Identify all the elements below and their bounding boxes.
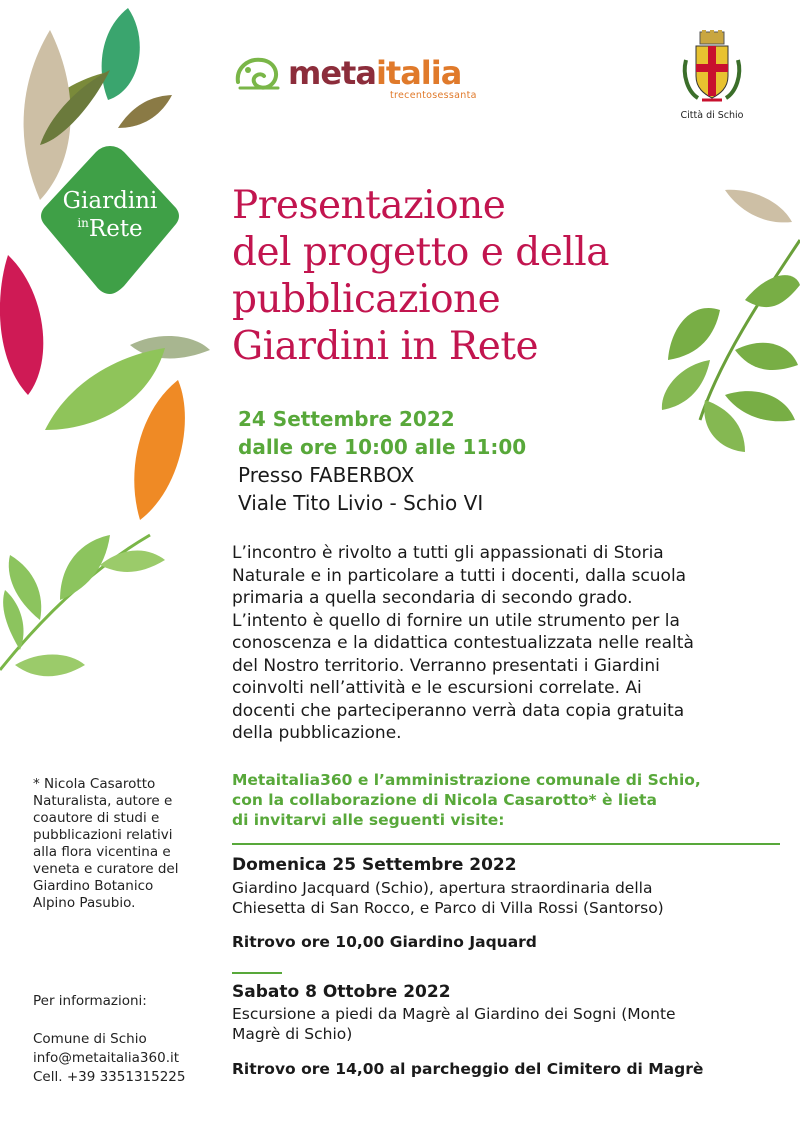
brand-name-part1: meta: [288, 54, 376, 92]
leaf-branch-left: [0, 535, 165, 676]
intro-paragraph: L’incontro è rivolto a tutti gli appassionati di Storia Naturale e in particolare a tutti i docenti, dalla scuola primaria a quella secondaria di secondo grado. L’intento è quello di fornire un utile strumento per la conoscenza e la didattica contestualizzata nelle realtà del Nostro territorio. Verranno presentati i Giardini coinvolti nell’attività e le escursioni correlate. Ai docenti che parteciperanno verrà data copia gratuita della pubblicazione.: [232, 543, 694, 743]
visit-title: Sabato 8 Ottobre 2022: [232, 982, 451, 1002]
leaf-brown-top: [118, 95, 172, 128]
badge-line2: [36, 216, 184, 242]
page-title: [232, 182, 752, 370]
title-line: del progetto e della: [232, 230, 609, 275]
visit-block-1: [232, 855, 780, 951]
city-name-label: Città di Schio: [680, 110, 744, 121]
visit-meeting: Ritrovo ore 10,00 Giardino Jaquard: [232, 933, 537, 951]
visit-title: Domenica 25 Settembre 2022: [232, 855, 517, 875]
coat-of-arms-icon: [680, 30, 744, 108]
metaitalia-logo: [232, 50, 494, 102]
divider-short: [232, 972, 282, 974]
leaf-lightgreen-left: [45, 348, 165, 430]
brand-name-part2: italia: [375, 54, 462, 92]
contact-org: Comune di Schio: [33, 1031, 147, 1047]
visit-block-2: [232, 982, 780, 1078]
leaf-orange: [134, 380, 185, 520]
city-crest: [680, 30, 744, 125]
contact-heading: Per informazioni:: [33, 993, 147, 1009]
event-address: Viale Tito Livio - Schio VI: [238, 491, 484, 515]
title-line: Giardini in Rete: [232, 324, 539, 369]
event-time: dalle ore 10:00 alle 11:00: [238, 435, 527, 459]
badge-line1: Giardini: [62, 188, 158, 214]
visit-meeting: Ritrovo ore 14,00 al parcheggio del Cimitero di Magrè: [232, 1060, 704, 1078]
visit-description: Escursione a piedi da Magrè al Giardino dei Sogni (Monte Magrè di Schio): [232, 1005, 676, 1043]
invitation-text: Metaitalia360 e l’amministrazione comunale di Schio, con la collaborazione di Nicola Casarotto* è lieta di invitarvi alle seguenti visite:: [232, 771, 701, 829]
visit-description: Giardino Jacquard (Schio), apertura straordinaria della Chiesetta di San Rocco, e Parco di Villa Rossi (Santorso): [232, 879, 664, 917]
badge-in: in: [77, 216, 89, 230]
contact-phone: Cell. +39 3351315225: [33, 1069, 186, 1085]
title-line: Presentazione: [232, 183, 506, 228]
divider: [232, 843, 780, 845]
badge-rete: Rete: [88, 216, 143, 242]
brand-subtitle: trecentosessanta: [390, 90, 477, 101]
giardini-in-rete-badge: [36, 142, 184, 298]
chameleon-icon: [232, 54, 284, 100]
event-place: Presso FABERBOX: [238, 463, 415, 487]
author-footnote: * Nicola Casarotto Naturalista, autore e coautore di studi e pubblicazioni relativi alla flora vicentina e veneta e curatore del Giardino Botanico Alpino Pasubio.: [33, 776, 179, 911]
event-details: [238, 405, 526, 517]
leaf-teal: [102, 8, 140, 100]
event-date: 24 Settembre 2022: [238, 407, 455, 431]
title-line: pubblicazione: [232, 277, 501, 322]
brand-name: [288, 54, 461, 92]
contact-email[interactable]: info@metaitalia360.it: [33, 1050, 180, 1066]
